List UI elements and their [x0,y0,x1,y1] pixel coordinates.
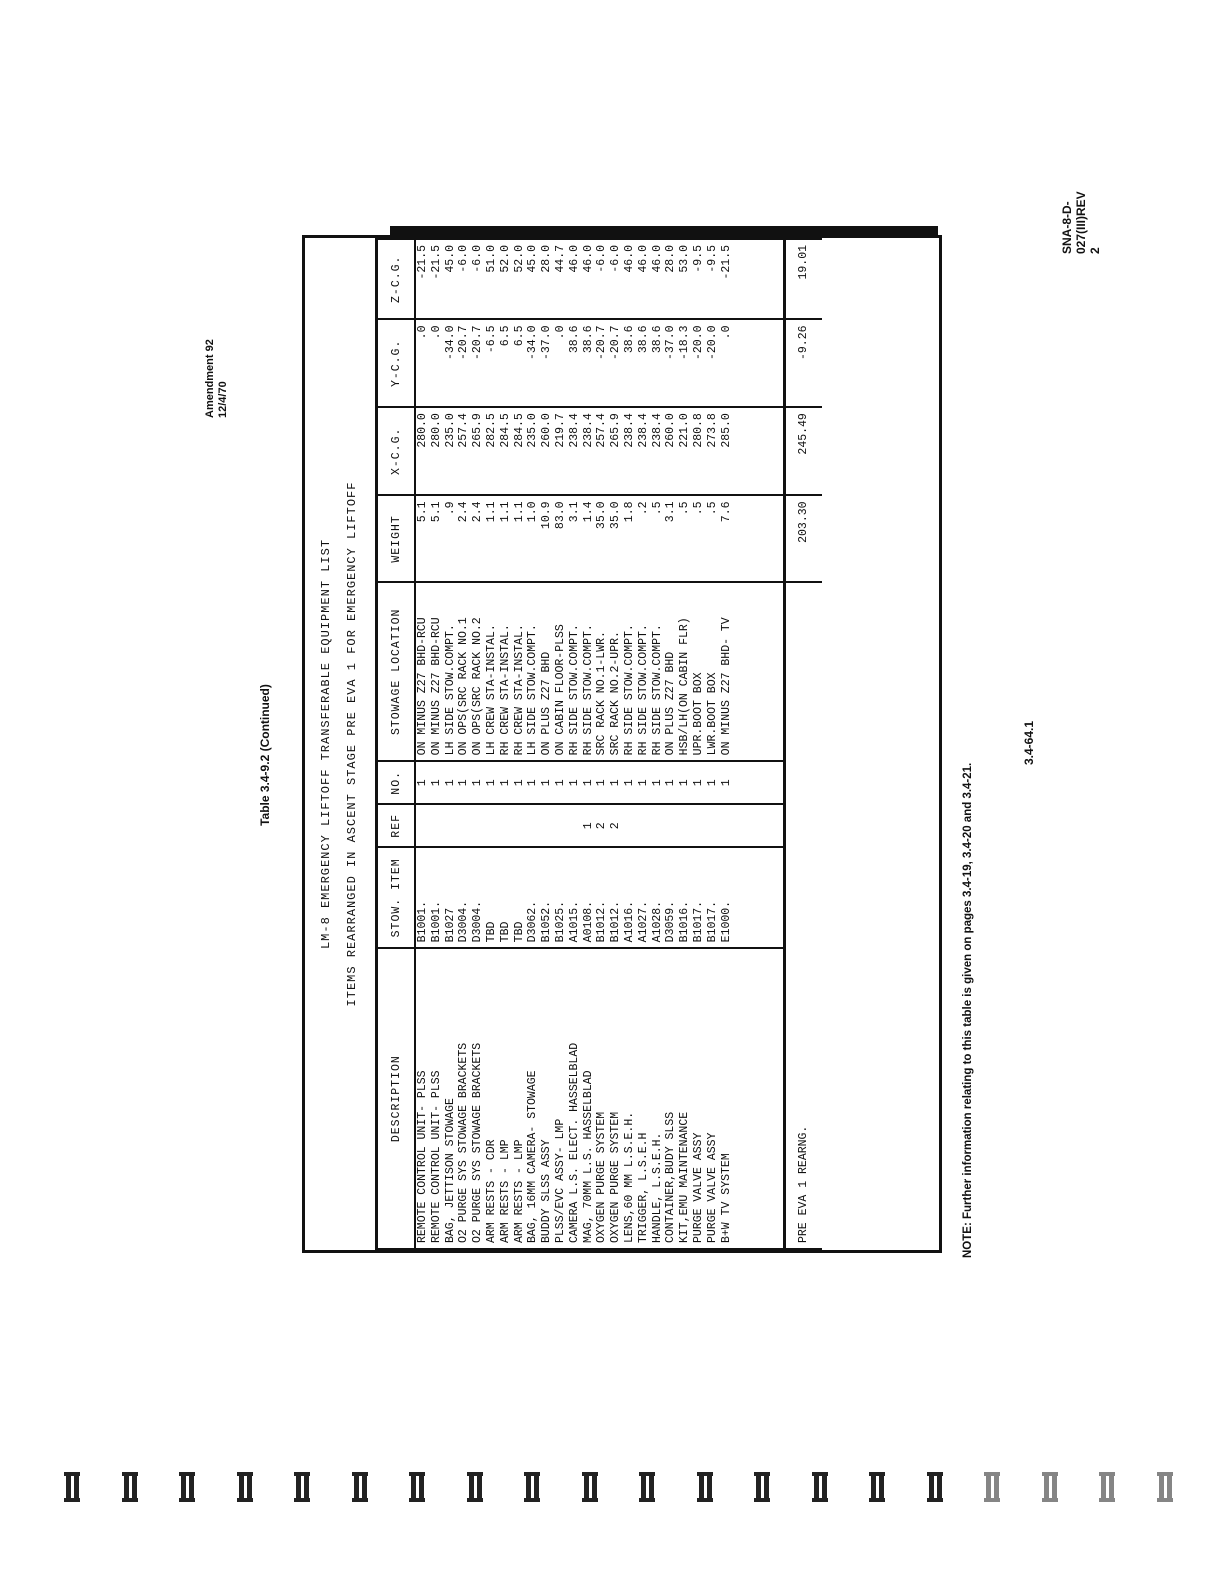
table-row [664,239,678,1249]
table-cell: 38.6 [582,320,596,408]
heavy-rule [390,226,938,235]
table-cell: 35.0 [609,495,623,582]
amendment-number: Amendment 92 [204,339,216,418]
table-cell: 238.4 [582,407,596,495]
table-cell: 1 [485,761,499,804]
table-cell: PURGE VALVE ASSY [706,948,720,1249]
table-cell: HSB/LH(ON CABIN FLR) [678,582,692,761]
table-cell: ON PLUS Z27 BHD [664,582,678,761]
table-row [623,239,637,1249]
table-cell: 6.5 [499,320,513,408]
table-cell: 265.9 [471,407,485,495]
page-number: 3.4-64.1 [1022,720,1036,765]
table-cell [499,804,513,847]
table-cell: 219.7 [554,407,568,495]
table-cell: 1 [692,761,706,804]
table-cell: -6.0 [457,239,471,320]
table-cell: A1015. [568,847,582,948]
table-cell: 1 [554,761,568,804]
table-header-row [377,239,416,1249]
header-ref: REF [377,804,416,847]
equipment-table-frame [302,235,942,1253]
table-cell: 238.4 [637,407,651,495]
table-cell: B1016. [678,847,692,948]
table-cell: -9.5 [692,239,706,320]
table-cell: 52.0 [499,239,513,320]
table-cell: 51.0 [485,239,499,320]
table-row [595,239,609,1249]
film-mark [524,1468,544,1506]
table-cell: 257.4 [595,407,609,495]
table-cell: 38.6 [568,320,582,408]
film-mark [409,1468,429,1506]
table-cell: 46.0 [623,239,637,320]
table-cell: 260.0 [664,407,678,495]
table-cell: -20.7 [471,320,485,408]
table-row [444,239,458,1249]
table-cell: KIT,EMU MAINTENANCE [678,948,692,1249]
film-mark [754,1468,774,1506]
table-row [513,239,527,1249]
table-cell: 52.0 [513,239,527,320]
table-cell: BAG, 16MM CAMERA- STOWAGE [526,948,540,1249]
table-cell: 1.1 [513,495,527,582]
table-cell: 1 [664,761,678,804]
table-cell: 1 [595,761,609,804]
table-cell: 28.0 [540,239,554,320]
table-cell: 257.4 [457,407,471,495]
table-subtitle: ITEMS REARRANGED IN ASCENT STAGE PRE EVA 1 FOR EMERGENCY LIFTOFF [345,481,359,1007]
film-mark [812,1468,832,1506]
amendment-date: 12/4/70 [217,381,229,418]
table-cell: -37.0 [540,320,554,408]
table-cell: B1017. [692,847,706,948]
table-cell: 1.0 [526,495,540,582]
table-cell: 280.8 [692,407,706,495]
header-z-cg: Z-C.G. [377,239,416,320]
table-row [499,239,513,1249]
table-cell: UPR.BOOT BOX [692,582,706,761]
table-cell: B1012. [595,847,609,948]
table-cell: LH CREW STA-INSTAL. [485,582,499,761]
header-x-cg: X-C.G. [377,407,416,495]
table-cell: 7.6 [720,495,734,582]
table-cell: D3004. [457,847,471,948]
table-cell: 238.4 [623,407,637,495]
table-cell: 235.0 [444,407,458,495]
header-weight: WEIGHT [377,495,416,582]
total-weight: 203.30 [785,495,823,582]
table-cell [692,804,706,847]
document-number: SNA-8-D-027(III)REV 2 [1060,191,1102,254]
table-row [678,239,692,1249]
table-cell: ON MINUS Z27 BHD- TV [720,582,734,761]
table-cell: 44.7 [554,239,568,320]
table-cell: 221.0 [678,407,692,495]
table-cell: 1 [444,761,458,804]
table-cell: -21.5 [720,239,734,320]
table-row [554,239,568,1249]
table-cell: ON CABIN FLOOR-PLSS [554,582,568,761]
film-mark [697,1468,717,1506]
table-cell: A0108. [582,847,596,948]
table-cell: HANDLE, L.S.E.H. [651,948,665,1249]
film-mark [352,1468,372,1506]
table-cell: 46.0 [568,239,582,320]
table-cell [568,804,582,847]
table-row [568,239,582,1249]
table-cell: 284.5 [513,407,527,495]
table-cell: .5 [651,495,665,582]
table-cell [540,804,554,847]
table-cell: RH SIDE STOW.COMPT. [623,582,637,761]
total-label: PRE EVA 1 REARNG. [785,582,823,1249]
table-cell: B1027 [444,847,458,948]
table-cell: 1 [457,761,471,804]
table-cell [637,804,651,847]
table-row [415,239,430,1249]
total-y-cg: -9.26 [785,320,823,408]
table-cell: CAMERA L.S. ELECT. HASSELBLAD [568,948,582,1249]
film-mark [1042,1468,1062,1506]
table-cell: 2.4 [457,495,471,582]
table-cell: 5.1 [415,495,430,582]
table-cell: 5.1 [430,495,444,582]
table-cell: .0 [430,320,444,408]
table-cell: .5 [692,495,706,582]
film-mark [294,1468,314,1506]
table-cell: 35.0 [595,495,609,582]
table-cell: SRC RACK NO.2-UPR. [609,582,623,761]
table-cell: -20.7 [595,320,609,408]
film-mark [869,1468,889,1506]
table-cell [457,804,471,847]
table-cell: ON MINUS Z27 BHD-RCU [430,582,444,761]
table-cell: ON PLUS Z27 BHD [540,582,554,761]
table-row [485,239,499,1249]
film-mark [639,1468,659,1506]
table-cell: BAG, JETTISON STOWAGE [444,948,458,1249]
table-cell: LENS,60 MM L.S.E.H. [623,948,637,1249]
table-cell: 3.1 [664,495,678,582]
table-cell: ON MINUS Z27 BHD-RCU [415,582,430,761]
table-cell: -9.5 [706,239,720,320]
table-cell [664,804,678,847]
table-cell: 1 [678,761,692,804]
table-cell: 45.0 [526,239,540,320]
table-cell: ARM RESTS - LMP [499,948,513,1249]
film-mark [984,1468,1004,1506]
table-cell: 1 [526,761,540,804]
table-cell [554,804,568,847]
table-cell [651,804,665,847]
table-cell: 1.4 [582,495,596,582]
equipment-table [375,238,822,1250]
table-cell: 46.0 [582,239,596,320]
table-cell: -6.5 [485,320,499,408]
table-cell: -34.0 [444,320,458,408]
table-cell [623,804,637,847]
table-cell: LH SIDE STOW.COMPT. [526,582,540,761]
table-cell: -37.0 [664,320,678,408]
table-cell: 235.0 [526,407,540,495]
table-cell: 260.0 [540,407,554,495]
film-mark [122,1468,142,1506]
table-body [415,239,733,1249]
table-cell: 28.0 [664,239,678,320]
header-description: DESCRIPTION [377,948,416,1249]
table-cell: D3062. [526,847,540,948]
table-cell: PURGE VALVE ASSY [692,948,706,1249]
table-row [692,239,706,1249]
amendment-block [204,339,230,418]
table-cell: RH SIDE STOW.COMPT. [582,582,596,761]
table-cell: 1 [568,761,582,804]
table-cell: 1 [651,761,665,804]
table-title: LM-8 EMERGENCY LIFTOFF TRANSFERABLE EQUIPMENT LIST [319,538,333,950]
total-x-cg: 245.49 [785,407,823,495]
table-row [540,239,554,1249]
table-cell: 10.9 [540,495,554,582]
table-cell: -18.3 [678,320,692,408]
table-cell: MAG, 70MM L.S. HASSELBLAD [582,948,596,1249]
table-cell: 1 [471,761,485,804]
table-cell: LH SIDE STOW.COMPT. [444,582,458,761]
table-row [637,239,651,1249]
table-cell: REMOTE CONTROL UNIT- PLSS [430,948,444,1249]
table-cell: -6.0 [471,239,485,320]
table-cell: E1000. [720,847,734,948]
table-row [582,239,596,1249]
table-cell: REMOTE CONTROL UNIT- PLSS [415,948,430,1249]
table-cell [526,804,540,847]
film-mark [927,1468,947,1506]
table-cell: B1012. [609,847,623,948]
table-cell: 265.9 [609,407,623,495]
table-cell: 3.1 [568,495,582,582]
table-cell: .5 [706,495,720,582]
table-cell: 53.0 [678,239,692,320]
table-row [471,239,485,1249]
table-cell [471,804,485,847]
table-cell: B1052. [540,847,554,948]
table-cell: 38.6 [637,320,651,408]
film-mark [1157,1468,1177,1506]
table-cell: B1017. [706,847,720,948]
table-cell: 46.0 [651,239,665,320]
table-cell: 1.8 [623,495,637,582]
table-cell: B1025. [554,847,568,948]
table-cell: ON OPS(SRC RACK NO.2 [471,582,485,761]
table-cell: 1 [582,804,596,847]
film-mark [1099,1468,1119,1506]
table-cell: .2 [637,495,651,582]
table-cell: -20.0 [692,320,706,408]
table-cell [720,804,734,847]
table-cell: -20.7 [457,320,471,408]
table-cell: 1 [499,761,513,804]
table-cell: -21.5 [415,239,430,320]
table-cell: 282.5 [485,407,499,495]
table-cell: D3004. [471,847,485,948]
table-cell: -6.0 [609,239,623,320]
table-cell: O2 PURGE SYS STOWAGE BRACKETS [471,948,485,1249]
table-cell: 6.5 [513,320,527,408]
table-cell: PLSS/EVC ASSY- LMP [554,948,568,1249]
table-cell: B1001. [415,847,430,948]
table-cell: B+W TV SYSTEM [720,948,734,1249]
table-cell: TRIGGER, L.S.E.H [637,948,651,1249]
table-cell: O2 PURGE SYS STOWAGE BRACKETS [457,948,471,1249]
rotated-page-content [190,191,1102,1270]
table-cell: RH SIDE STOW.COMPT. [637,582,651,761]
table-cell: 38.6 [651,320,665,408]
table-spacer-row [733,239,785,1249]
table-cell: RH SIDE STOW.COMPT. [568,582,582,761]
table-cell: OXYGEN PURGE SYSTEM [609,948,623,1249]
table-cell: 1 [430,761,444,804]
table-cell: 1.1 [499,495,513,582]
table-cell: 1 [513,761,527,804]
table-cell: 1 [623,761,637,804]
table-cell [513,804,527,847]
table-cell: 1 [720,761,734,804]
table-cell [678,804,692,847]
table-cell: 46.0 [637,239,651,320]
table-cell: -20.7 [609,320,623,408]
table-note: NOTE: Further information relating to this table is given on pages 3.4-19, 3.4-20 and 3.4-21. [962,762,974,1258]
table-cell: 280.0 [415,407,430,495]
table-cell: 83.0 [554,495,568,582]
table-cell: -20.0 [706,320,720,408]
table-caption: Table 3.4-9.2 (Continued) [258,684,272,826]
header-stowage-location: STOWAGE LOCATION [377,582,416,761]
table-cell: RH SIDE STOW.COMPT. [651,582,665,761]
table-cell: 280.0 [430,407,444,495]
table-cell: A1028. [651,847,665,948]
table-cell: BUDDY SLSS ASSY [540,948,554,1249]
table-cell: ARM RESTS - LMP [513,948,527,1249]
table-cell: 1 [582,761,596,804]
header-y-cg: Y-C.G. [377,320,416,408]
table-row [720,239,734,1249]
table-row [651,239,665,1249]
film-mark [237,1468,257,1506]
table-cell: 1 [540,761,554,804]
table-cell: 284.5 [499,407,513,495]
table-cell [485,804,499,847]
table-cell: 2 [609,804,623,847]
table-row [526,239,540,1249]
table-cell [706,804,720,847]
film-mark [582,1468,602,1506]
table-total-row [785,239,823,1249]
table-cell: 285.0 [720,407,734,495]
table-cell: SRC RACK NO.1-LWR. [595,582,609,761]
table-cell: .0 [554,320,568,408]
table-cell: 1.1 [485,495,499,582]
table-cell: -21.5 [430,239,444,320]
table-row [457,239,471,1249]
table-cell: OXYGEN PURGE SYSTEM [595,948,609,1249]
table-row [609,239,623,1249]
table-cell: D3059. [664,847,678,948]
table-cell: A1027. [637,847,651,948]
table-cell: -6.0 [595,239,609,320]
total-z-cg: 19.01 [785,239,823,320]
table-cell: 273.8 [706,407,720,495]
table-cell: B1001. [430,847,444,948]
table-cell: 38.6 [623,320,637,408]
table-cell: 1 [609,761,623,804]
table-cell: 45.0 [444,239,458,320]
film-mark [64,1468,84,1506]
table-cell: 1 [637,761,651,804]
table-cell: 2 [595,804,609,847]
header-no: NO. [377,761,416,804]
table-cell: A1016. [623,847,637,948]
table-cell: .0 [415,320,430,408]
table-cell: 1 [706,761,720,804]
table-cell: TBD [513,847,527,948]
landscape-sheet [190,191,1102,1270]
table-cell: ON OPS(SRC RACK NO.1 [457,582,471,761]
table-row [430,239,444,1249]
table-cell: CONTAINER,BUDY SLSS [664,948,678,1249]
table-cell [444,804,458,847]
table-cell: TBD [499,847,513,948]
table-row [706,239,720,1249]
table-cell: LWR.BOOT BOX [706,582,720,761]
table-cell: .5 [678,495,692,582]
film-strip-marks [0,1468,1220,1508]
table-cell: -34.0 [526,320,540,408]
table-cell: 1 [415,761,430,804]
table-cell: 2.4 [471,495,485,582]
film-mark [467,1468,487,1506]
table-cell: .9 [444,495,458,582]
table-cell: 238.4 [651,407,665,495]
table-cell: 238.4 [568,407,582,495]
table-cell [430,804,444,847]
header-stow-item: STOW. ITEM [377,847,416,948]
table-cell: RH CREW STA-INSTAL. [499,582,513,761]
film-mark [179,1468,199,1506]
table-cell: ARM RESTS - CDR [485,948,499,1249]
table-cell: .0 [720,320,734,408]
table-cell [415,804,430,847]
table-cell: TBD [485,847,499,948]
table-cell: RH CREW STA-INSTAL. [513,582,527,761]
